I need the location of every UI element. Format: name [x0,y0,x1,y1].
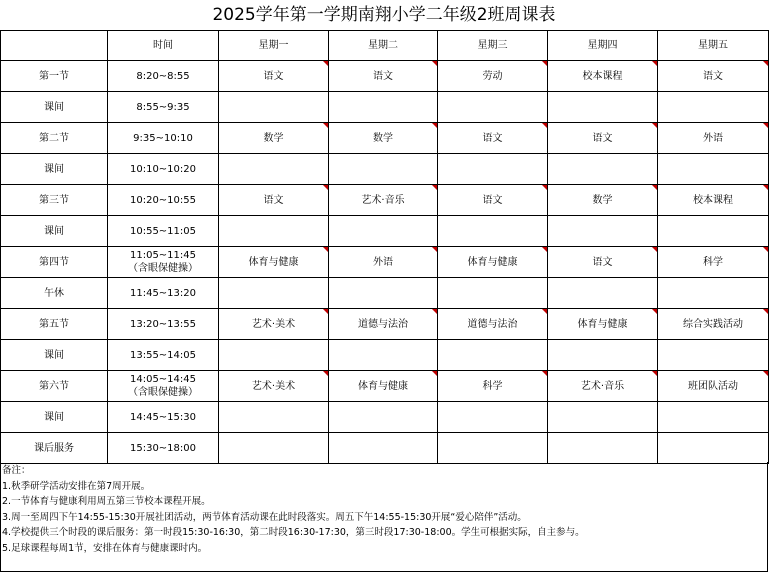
period-label: 课间 [1,216,108,247]
subject-cell-wednesday [438,154,548,185]
comment-indicator-icon [763,185,768,190]
comment-indicator-icon [323,61,328,66]
period-time-note: （含眼保健操） [128,263,198,274]
schedule-row [1,433,769,464]
comment-indicator-icon [763,61,768,66]
period-label: 第三节 [1,185,108,216]
period-time: 8:55~9:35 [136,101,190,113]
subject-cell-friday [658,433,769,464]
comment-indicator-icon [652,61,657,66]
subject-cell-friday [658,340,769,371]
subject-cell-friday: 综合实践活动 [658,309,769,340]
period-time-cell [108,433,219,464]
subject-cell-friday: 语文 [658,61,769,92]
comment-indicator-icon [652,123,657,128]
comment-indicator-icon [432,309,437,314]
period-time-cell [108,92,219,123]
comment-indicator-icon [323,371,328,376]
schedule-row [1,216,769,247]
subject-cell-wednesday [438,433,548,464]
subject-cell-wednesday [438,340,548,371]
subject-cell-monday: 艺术·美术 [219,371,329,402]
header-corner-cell [1,31,108,61]
period-time-cell [108,185,219,216]
schedule-row [1,185,769,216]
subject-cell-wednesday [438,92,548,123]
comment-indicator-icon [763,123,768,128]
period-time-cell [108,216,219,247]
subject-cell-monday [219,92,329,123]
period-time-cell [108,309,219,340]
notes-section [0,462,768,572]
subject-cell-thursday [548,340,658,371]
header-time: 时间 [108,31,219,61]
period-time: 11:45~13:20 [129,287,196,299]
note-line: 4.学校提供三个时段的课后服务：第一时段15:30-16:30，第二时段16:30-17:30，第三时段17:30-18:00。学生可根据实际，自主参与。 [2,527,585,538]
subject-cell-tuesday [329,216,438,247]
subject-cell-wednesday [438,402,548,433]
header-thursday: 星期四 [548,31,658,61]
period-time-cell [108,340,219,371]
period-label: 第四节 [1,247,108,278]
period-label: 课间 [1,92,108,123]
comment-indicator-icon [652,309,657,314]
comment-indicator-icon [652,185,657,190]
comment-indicator-icon [432,247,437,252]
period-time-note: （含眼保健操） [128,387,198,398]
comment-indicator-icon [323,185,328,190]
subject-cell-tuesday: 道德与法治 [329,309,438,340]
comment-indicator-icon [763,247,768,252]
header-monday: 星期一 [219,31,329,61]
period-label: 午休 [1,278,108,309]
subject-cell-tuesday [329,92,438,123]
schedule-row [1,123,769,154]
subject-cell-tuesday [329,278,438,309]
period-time: 14:05~14:45 [129,374,196,385]
header-tuesday: 星期二 [329,31,438,61]
period-time: 13:55~14:05 [129,349,196,361]
subject-cell-tuesday [329,402,438,433]
period-time-cell [108,154,219,185]
period-label: 课后服务 [1,433,108,464]
subject-cell-friday [658,278,769,309]
subject-cell-monday: 语文 [219,185,329,216]
period-time-cell [108,278,219,309]
comment-indicator-icon [542,371,547,376]
note-line: 2.一节体育与健康利用周五第三节校本课程开展。 [2,496,211,507]
period-time: 8:20~8:55 [136,70,190,82]
subject-cell-friday [658,154,769,185]
weekly-schedule-table [0,30,769,464]
period-time-cell [108,247,219,278]
comment-indicator-icon [542,309,547,314]
subject-cell-thursday [548,402,658,433]
subject-cell-monday: 数学 [219,123,329,154]
comment-indicator-icon [323,247,328,252]
period-label: 课间 [1,154,108,185]
subject-cell-monday: 艺术·美术 [219,309,329,340]
schedule-row [1,278,769,309]
subject-cell-wednesday: 劳动 [438,61,548,92]
subject-cell-wednesday: 科学 [438,371,548,402]
subject-cell-tuesday: 艺术·音乐 [329,185,438,216]
subject-cell-monday [219,402,329,433]
period-time: 15:30~18:00 [129,442,196,454]
subject-cell-thursday [548,92,658,123]
comment-indicator-icon [542,61,547,66]
schedule-row [1,402,769,433]
subject-cell-monday: 体育与健康 [219,247,329,278]
header-friday: 星期五 [658,31,769,61]
comment-indicator-icon [652,371,657,376]
period-time: 9:35~10:10 [133,132,193,144]
subject-cell-wednesday: 体育与健康 [438,247,548,278]
comment-indicator-icon [542,123,547,128]
comment-indicator-icon [763,371,768,376]
schedule-row [1,247,769,278]
comment-indicator-icon [432,371,437,376]
subject-cell-wednesday [438,216,548,247]
period-time-cell [108,402,219,433]
subject-cell-monday [219,340,329,371]
note-line: 3.周一至周四下午14:55-15:30开展社团活动，两节体育活动课在此时段落实。周五下午14:55-15:30开展“爱心陪伴”活动。 [2,511,527,523]
subject-cell-friday: 校本课程 [658,185,769,216]
note-line: 1.秋季研学活动安排在第7周开展。 [2,480,151,492]
comment-indicator-icon [542,247,547,252]
subject-cell-monday: 语文 [219,61,329,92]
subject-cell-thursday: 校本课程 [548,61,658,92]
subject-cell-wednesday: 语文 [438,185,548,216]
subject-cell-thursday [548,216,658,247]
subject-cell-tuesday: 体育与健康 [329,371,438,402]
period-label: 课间 [1,340,108,371]
subject-cell-thursday [548,278,658,309]
subject-cell-wednesday [438,278,548,309]
period-time: 13:20~13:55 [129,318,196,330]
subject-cell-thursday [548,154,658,185]
comment-indicator-icon [432,123,437,128]
subject-cell-thursday: 语文 [548,123,658,154]
period-time-cell [108,371,219,402]
subject-cell-friday [658,402,769,433]
schedule-title: 2025学年第一学期南翔小学二年级2班周课表 [212,5,556,25]
note-line: 5.足球课程每周1节，安排在体育与健康课时内。 [2,542,208,554]
subject-cell-tuesday [329,433,438,464]
comment-indicator-icon [323,123,328,128]
period-time: 10:55~11:05 [129,225,196,237]
subject-cell-tuesday [329,340,438,371]
schedule-row [1,371,769,402]
period-label: 第五节 [1,309,108,340]
period-time-cell [108,123,219,154]
period-time-cell [108,61,219,92]
period-time: 10:20~10:55 [129,194,196,206]
schedule-row [1,340,769,371]
comment-indicator-icon [542,185,547,190]
comment-indicator-icon [763,309,768,314]
subject-cell-thursday: 数学 [548,185,658,216]
header-wednesday: 星期三 [438,31,548,61]
period-time: 14:45~15:30 [129,411,196,423]
subject-cell-wednesday: 语文 [438,123,548,154]
subject-cell-tuesday: 外语 [329,247,438,278]
subject-cell-monday [219,278,329,309]
subject-cell-monday [219,433,329,464]
subject-cell-tuesday: 数学 [329,123,438,154]
period-label: 第六节 [1,371,108,402]
notes-heading: 备注： [2,465,31,476]
schedule-row [1,61,769,92]
schedule-row [1,92,769,123]
subject-cell-thursday [548,433,658,464]
comment-indicator-icon [432,185,437,190]
schedule-row [1,309,769,340]
subject-cell-thursday: 语文 [548,247,658,278]
period-label: 第一节 [1,61,108,92]
subject-cell-friday [658,216,769,247]
subject-cell-monday [219,154,329,185]
comment-indicator-icon [323,309,328,314]
subject-cell-friday: 班团队活动 [658,371,769,402]
period-label: 课间 [1,402,108,433]
comment-indicator-icon [652,247,657,252]
period-label: 第二节 [1,123,108,154]
comment-indicator-icon [432,61,437,66]
subject-cell-friday: 科学 [658,247,769,278]
period-time: 10:10~10:20 [129,163,196,175]
period-time: 11:05~11:45 [129,250,196,261]
subject-cell-friday [658,92,769,123]
schedule-row [1,154,769,185]
subject-cell-tuesday [329,154,438,185]
subject-cell-tuesday: 语文 [329,61,438,92]
header-row [1,31,769,61]
subject-cell-thursday: 艺术·音乐 [548,371,658,402]
subject-cell-wednesday: 道德与法治 [438,309,548,340]
subject-cell-thursday: 体育与健康 [548,309,658,340]
subject-cell-monday [219,216,329,247]
subject-cell-friday: 外语 [658,123,769,154]
